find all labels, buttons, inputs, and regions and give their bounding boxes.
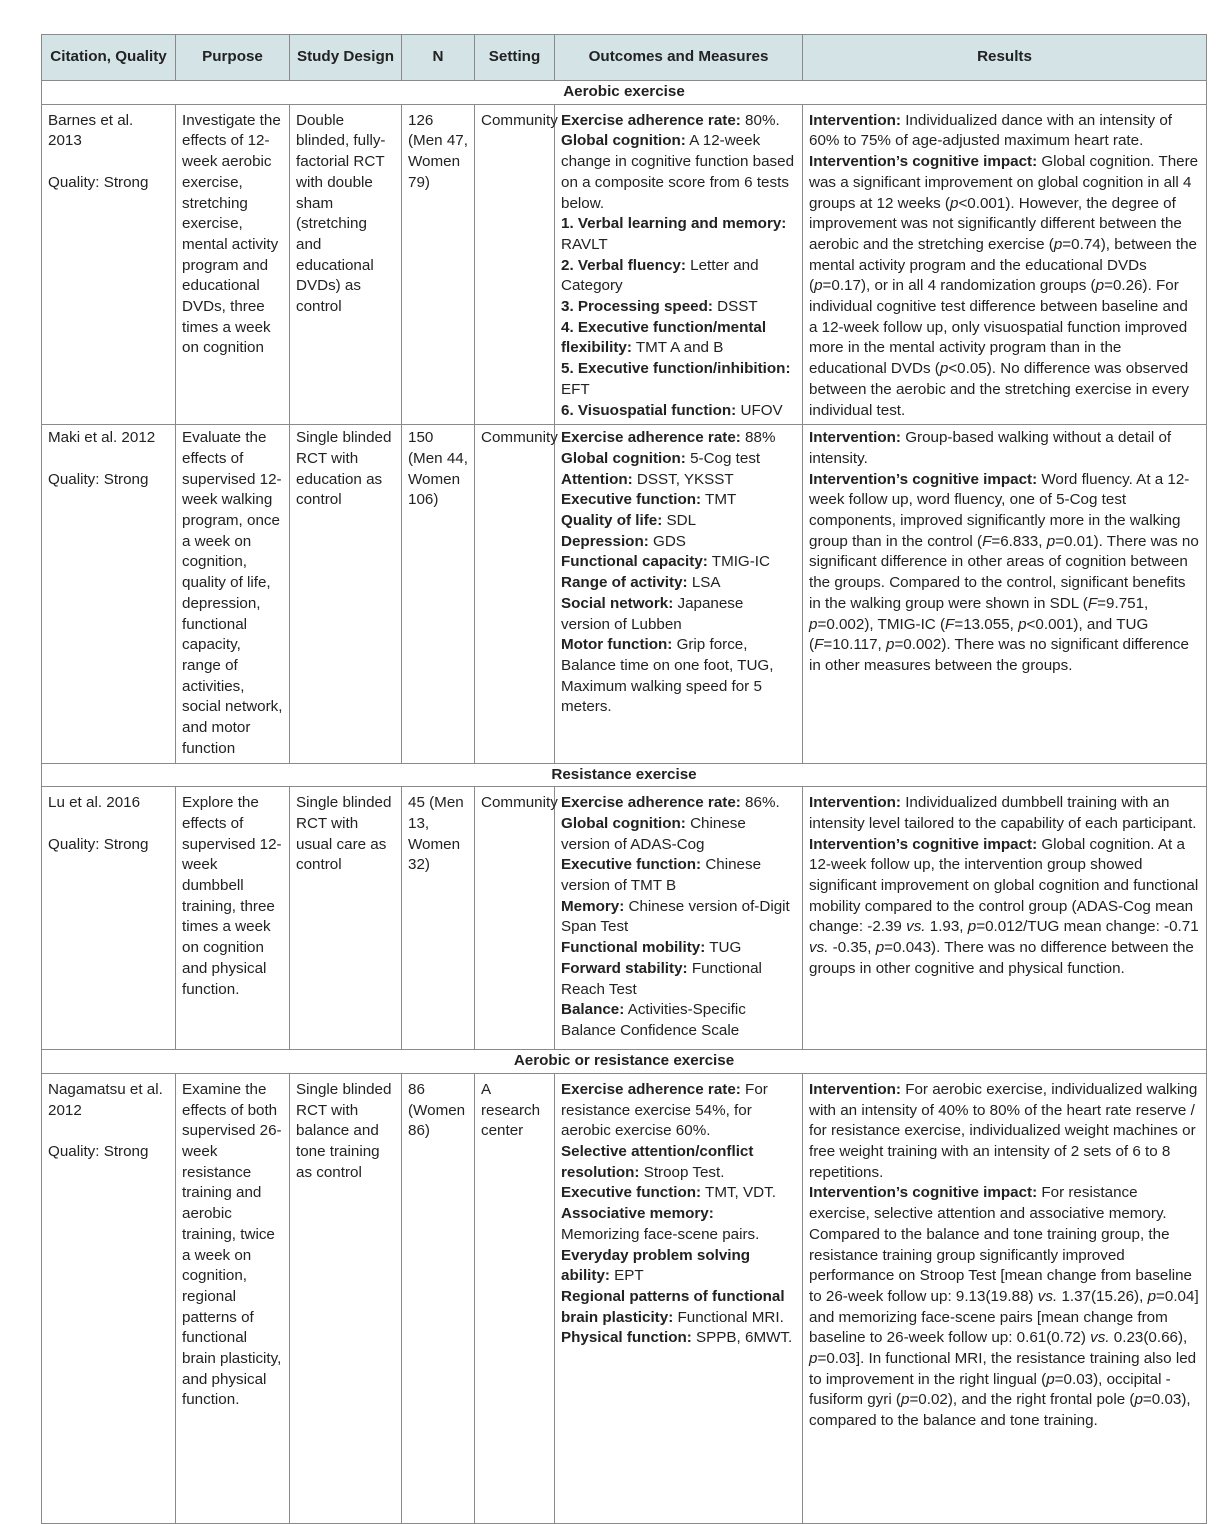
outcome-label: Quality of life: (561, 512, 663, 530)
section-row (42, 81, 1207, 105)
section-aerobic: Aerobic exercise (42, 81, 1207, 105)
stat-symbol: F (814, 636, 824, 654)
outcome-label: Executive function: (561, 856, 702, 874)
outcome-label: Selective attention/conflict resolution: (561, 1143, 754, 1181)
results-impact-label: Intervention’s cognitive impact: (809, 470, 1038, 488)
setting-cell: Community (475, 425, 555, 763)
outcome-item (561, 532, 796, 553)
outcome-label: Forward stability: (561, 959, 688, 977)
header-purpose: Purpose (176, 35, 290, 81)
outcome-label: Associative memory: (561, 1205, 714, 1223)
outcome-item (561, 1328, 796, 1349)
section-resistance: Resistance exercise (42, 763, 1207, 787)
header-setting: Setting (475, 35, 555, 81)
quality: Quality: Strong (48, 173, 149, 191)
outcome-label: Physical function: (561, 1329, 692, 1347)
stat-symbol: F (1087, 594, 1098, 612)
outcome-item (561, 297, 796, 318)
outcome-text: TUG (705, 939, 742, 957)
citation-cell (42, 1073, 176, 1523)
outcome-text: Japanese version of Lubben (561, 594, 744, 633)
citation-cell (42, 425, 176, 763)
outcomes-cell (555, 787, 803, 1050)
setting-cell: A research center (475, 1073, 555, 1523)
outcome-item (561, 1080, 796, 1142)
n-cell: 45 (Men 13, Women 32) (402, 787, 475, 1050)
outcome-text: Letter and Category (561, 256, 759, 295)
design-cell: Single blinded RCT with balance and tone training as control (290, 1073, 402, 1523)
quality: Quality: Strong (48, 835, 149, 853)
outcome-label: 5. Executive function/inhibition: (561, 360, 791, 378)
outcome-label: Attention: (561, 470, 633, 488)
outcome-item (561, 1183, 796, 1204)
outcome-text: 88% (740, 429, 776, 447)
outcome-item (561, 938, 796, 959)
outcome-item (561, 1287, 796, 1328)
stat-symbol: vs. (1037, 1287, 1058, 1305)
outcome-label: Global cognition: (561, 132, 686, 150)
stat-symbol: p (809, 1350, 818, 1368)
results-impact (809, 835, 1200, 980)
outcome-text: Functional MRI. (673, 1308, 784, 1326)
header-design: Study Design (290, 35, 402, 81)
results-intervention: Group-based walking without a detail of intensity. (809, 429, 1172, 467)
results-cell (803, 1073, 1207, 1523)
purpose-cell: Investigate the effects of 12-week aerobic exercise, stretching exercise, mental activity program and educational DVDs, three times a week on cognition (176, 104, 290, 425)
stat-symbol: p (949, 194, 959, 212)
outcomes-cell (555, 104, 803, 425)
header-results: Results (803, 35, 1207, 81)
stat-symbol: vs. (906, 918, 926, 936)
outcome-label: Global cognition: (561, 814, 686, 832)
outcomes-cell (555, 425, 803, 763)
outcome-item (561, 318, 796, 359)
stat-symbol: vs. (1090, 1329, 1110, 1347)
stat-symbol: vs. (809, 939, 829, 957)
design-cell: Single blinded RCT with education as control (290, 425, 402, 763)
stat-symbol: p (967, 918, 977, 936)
outcome-label: Everyday problem solving ability: (561, 1246, 751, 1285)
outcome-item (561, 428, 796, 449)
outcome-text: UFOV (736, 401, 783, 419)
header-outcomes: Outcomes and Measures (555, 35, 803, 81)
outcome-label: Social network: (561, 594, 674, 612)
outcome-item (561, 214, 796, 255)
results-cell (803, 787, 1207, 1050)
results-intervention-label: Intervention: (809, 794, 901, 812)
outcome-item (561, 511, 796, 532)
outcome-item (561, 359, 796, 400)
results-impact-text: For resistance exercise, selective attention and associative memory. Compared to the balance and tone training group, the resistance training group significantly improved performance on Stroop Test [mean change from baseline to 26-week follow up: 9.13(19.88) vs. 1.37(15.26), p=0.04] and memorizing face-scene pairs [mean change from baseline to 26-week follow up: 0.61(0.72) vs. 0.23(0.66), p=0.03]. In functional MRI, the resistance training also led to improvement in the right lingual (p=0.03), occipital -fusiform gyri (p=0.02), and the right frontal pole (p=0.03), compared to the balance and tone training. (809, 1184, 1199, 1430)
outcome-text: Grip force, Balance time on one foot, TUG, Maximum walking speed for 5 meters. (561, 636, 774, 716)
outcome-text: A 12-week change in cognitive function based on a composite score from 6 tests below. (561, 132, 795, 212)
outcome-label: Memory: (561, 897, 625, 915)
outcome-text: SDL (662, 512, 697, 530)
outcome-item (561, 401, 796, 422)
citation: Barnes et al. 2013 (48, 111, 134, 150)
setting-cell: Community (475, 787, 555, 1050)
outcome-text: RAVLT (561, 235, 608, 253)
n-cell: 150 (Men 44, Women 106) (402, 425, 475, 763)
stat-symbol: p (1046, 532, 1056, 550)
outcome-label: 2. Verbal fluency: (561, 256, 686, 274)
table-row (42, 787, 1207, 1050)
stat-symbol: p (1095, 277, 1105, 295)
outcome-label: 3. Processing speed: (561, 298, 713, 316)
outcome-label: Functional capacity: (561, 553, 708, 571)
outcome-item (561, 490, 796, 511)
outcome-item (561, 959, 796, 1000)
stat-symbol: p (939, 360, 949, 378)
outcome-item (561, 573, 796, 594)
outcome-item (561, 1000, 796, 1041)
results-impact-text: Word fluency. At a 12-week follow up, word fluency, one of 5-Cog test components, improved significantly more in the walking group than in the control (F=6.833, p=0.01). There was no significant difference in other areas of cognition between the groups. Compared to the control, significant benefits in the walking group were shown in SDL (F=9.751, p=0.002), TMIG-IC (F=13.055, p<0.001), and TUG (F=10.117, p=0.002). There was no significant difference in other measures between the groups. (809, 470, 1199, 674)
quality: Quality: Strong (48, 470, 149, 488)
stat-symbol: p (809, 615, 818, 633)
outcome-text: Chinese version of TMT B (561, 856, 762, 895)
stat-symbol: p (900, 1391, 910, 1409)
outcome-text: For resistance exercise 54%, for aerobic exercise 60%. (561, 1080, 768, 1140)
results-impact (809, 470, 1200, 677)
outcome-label: 4. Executive function/mental flexibility: (561, 318, 767, 357)
purpose-cell: Explore the effects of supervised 12-week dumbbell training, three times a week on cognition and physical function. (176, 787, 290, 1050)
stat-symbol: p (875, 939, 885, 957)
outcome-item (561, 256, 796, 297)
stat-symbol: F (945, 615, 955, 633)
outcome-text: 86%. (740, 794, 780, 812)
outcome-text: Memorizing face-scene pairs. (561, 1225, 760, 1243)
outcome-text: DSST, YKSST (632, 470, 734, 488)
outcome-item (561, 449, 796, 470)
outcome-label: Executive function: (561, 491, 702, 509)
outcome-label: 6. Visuospatial function: (561, 401, 737, 419)
citation: Nagamatsu et al. 2012 (48, 1080, 163, 1119)
results-intervention: Individualized dance with an intensity of 60% to 75% of age-adjusted maximum heart rate. (809, 111, 1172, 150)
outcome-item (561, 793, 796, 814)
citation: Lu et al. 2016 (48, 794, 141, 812)
results-impact (809, 1183, 1200, 1431)
citation: Maki et al. 2012 (48, 429, 156, 447)
table-row (42, 104, 1207, 425)
table-row (42, 425, 1207, 763)
outcome-label: Range of activity: (561, 574, 688, 592)
outcome-label: Exercise adherence rate: (561, 1080, 741, 1098)
outcome-label: Motor function: (561, 636, 673, 654)
n-cell: 126 (Men 47, Women 79) (402, 104, 475, 425)
n-cell: 86 (Women 86) (402, 1073, 475, 1523)
stat-symbol: F (982, 532, 992, 550)
outcome-label: 1. Verbal learning and memory: (561, 215, 787, 233)
outcome-label: Regional patterns of functional brain plasticity: (561, 1287, 785, 1326)
outcome-label: Balance: (561, 1001, 625, 1019)
outcome-text: LSA (687, 574, 721, 592)
outcome-text: Stroop Test. (639, 1163, 725, 1181)
outcome-text: TMT, VDT. (701, 1184, 776, 1202)
section-row (42, 763, 1207, 787)
outcome-label: Depression: (561, 532, 649, 550)
outcome-text: TMIG-IC (707, 553, 770, 571)
results-intervention-label: Intervention: (809, 1080, 901, 1098)
header-n: N (402, 35, 475, 81)
results-cell (803, 425, 1207, 763)
outcome-item (561, 1142, 796, 1183)
outcome-text: Chinese version of ADAS-Cog (561, 814, 746, 853)
setting-cell: Community (475, 104, 555, 425)
outcome-text: Activities-Specific Balance Confidence Scale (561, 1001, 746, 1039)
results-impact-label: Intervention’s cognitive impact: (809, 153, 1038, 171)
outcome-text: SPPB, 6MWT. (691, 1329, 793, 1347)
purpose-cell: Evaluate the effects of supervised 12-week walking program, once a week on cognition, quality of life, depression, functional capacity, range of activities, social network, and motor function (176, 425, 290, 763)
section-aerobic-or-resistance: Aerobic or resistance exercise (42, 1050, 1207, 1074)
outcome-item (561, 855, 796, 896)
outcome-label: Exercise adherence rate: (561, 794, 741, 812)
outcome-item (561, 1246, 796, 1287)
outcome-text: 5-Cog test (685, 449, 761, 467)
design-cell: Double blinded, fully-factorial RCT with double sham (stretching and educational DVDs) as control (290, 104, 402, 425)
outcome-text: EFT (561, 380, 590, 398)
results-intervention-label: Intervention: (809, 429, 901, 447)
results-cell (803, 104, 1207, 425)
stat-symbol: p (1134, 1391, 1143, 1409)
outcomes-cell (555, 1073, 803, 1523)
table-wrapper (41, 34, 1206, 1524)
stat-symbol: p (1053, 235, 1063, 253)
section-row (42, 1050, 1207, 1074)
outcome-label: Functional mobility: (561, 939, 706, 957)
outcome-item (561, 470, 796, 491)
design-cell: Single blinded RCT with usual care as control (290, 787, 402, 1050)
table-row (42, 1073, 1207, 1523)
outcome-item (561, 814, 796, 855)
outcome-item (561, 552, 796, 573)
header-citation: Citation, Quality (42, 35, 176, 81)
citation-cell (42, 104, 176, 425)
outcome-label: Exercise adherence rate: (561, 429, 741, 447)
results-impact-text: Global cognition. There was a significant improvement on global cognition in all 4 groups at 12 weeks (p<0.001). However, the degree of improvement was not significantly different between the aerobic and the stretching exercise (p=0.74), between the mental activity program and the educational DVDs (p=0.17), or in all 4 randomization groups (p=0.26). For individual cognitive test difference between baseline and a 12-week follow up, only visuospatial function improved more in the mental activity program than in the educational DVDs (p<0.05). No difference was observed between the aerobic and the stretching exercise in every individual test. (809, 153, 1199, 419)
results-intervention-label: Intervention: (809, 111, 901, 129)
outcome-text: TMT (701, 491, 737, 509)
results-impact-label: Intervention’s cognitive impact: (809, 835, 1038, 853)
citation-cell (42, 787, 176, 1050)
stat-symbol: p (1147, 1287, 1157, 1305)
results-impact-text: Global cognition. At a 12-week follow up, the intervention group showed significant improvement on global cognition and functional mobility compared to the control group (ADAS-Cog mean change: -2.39 vs. 1.93, p=0.012/TUG mean change: -0.71 vs. -0.35, p=0.043). There was no difference between the groups in other cognitive and physical function. (809, 835, 1199, 977)
results-impact-label: Intervention’s cognitive impact: (809, 1184, 1038, 1202)
outcome-item (561, 635, 796, 718)
outcome-text: GDS (648, 532, 686, 550)
outcome-label: Global cognition: (561, 449, 686, 467)
outcome-text: EPT (609, 1267, 644, 1285)
outcome-item (561, 1204, 796, 1245)
outcome-text: Functional Reach Test (561, 959, 762, 998)
outcome-text: 80%. (740, 111, 780, 129)
results-impact (809, 152, 1200, 421)
outcome-item (561, 131, 796, 214)
outcome-label: Executive function: (561, 1184, 702, 1202)
outcome-label: Exercise adherence rate: (561, 111, 741, 129)
outcome-item (561, 594, 796, 635)
purpose-cell: Examine the effects of both supervised 26-week resistance training and aerobic training, twice a week on cognition, regional patterns of functional brain plasticity, and physical function. (176, 1073, 290, 1523)
results-intervention: For aerobic exercise, individualized walking with an intensity of 40% to 80% of the heart rate reserve / for resistance exercise, individualized weight machines or free weight training with an intensity of 2 sets of 6 to 8 repetitions. (809, 1080, 1198, 1181)
stat-symbol: p (885, 636, 895, 654)
header-row (42, 35, 1207, 81)
outcome-text: TMT A and B (631, 339, 724, 357)
study-table (41, 34, 1207, 1524)
results-intervention: Individualized dumbbell training with an intensity level tailored to the capability of each participant. (809, 794, 1197, 832)
outcome-text: DSST (712, 298, 758, 316)
stat-symbol: p (1046, 1370, 1055, 1388)
quality: Quality: Strong (48, 1143, 149, 1160)
stat-symbol: p (814, 277, 823, 295)
outcome-item (561, 111, 796, 132)
stat-symbol: p (1018, 615, 1027, 633)
outcome-text: Chinese version of-Digit Span Test (561, 897, 790, 936)
outcome-item (561, 897, 796, 938)
